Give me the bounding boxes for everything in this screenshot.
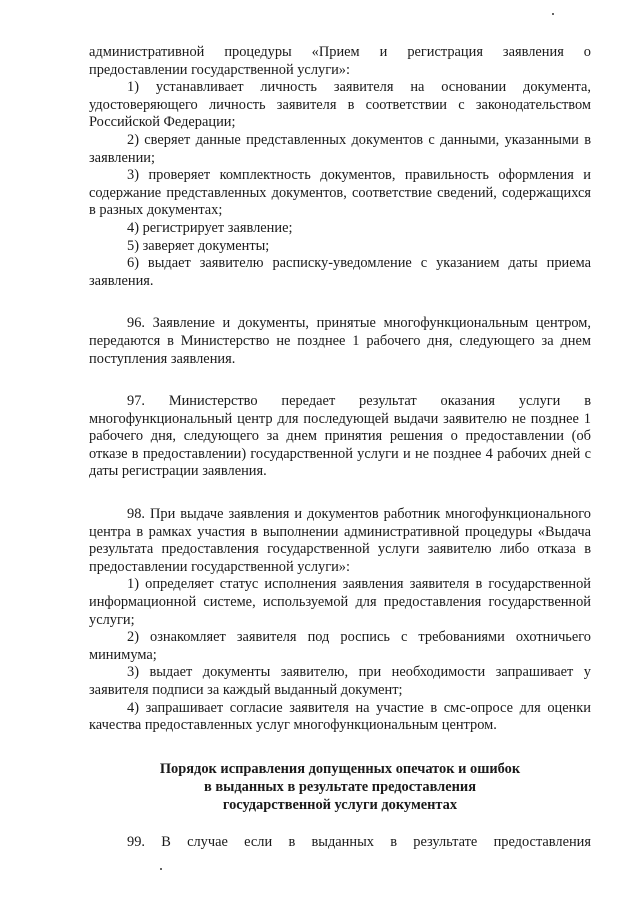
list-item-98-2: 2) ознакомляет заявителя под роспись с требованиями охотничьего минимума;: [89, 629, 591, 663]
heading-line-1: Порядок исправления допущенных опечаток и ошибок: [159, 760, 521, 777]
paragraph-continuation: административной процедуры «Прием и регистрация заявления о предоставлении государственной услуги»:: [89, 44, 591, 78]
list-item-6: 6) выдает заявителю расписку-уведомление с указанием даты приема заявления.: [89, 255, 591, 289]
list-item-98-3: 3) выдает документы заявителю, при необходимости запрашивает у заявителя подписи за каждый выданный документ;: [89, 664, 591, 698]
scan-speck: [552, 13, 554, 15]
list-item-3: 3) проверяет комплектность документов, правильность оформления и содержание представленных документов, соответствие сведений, содержащихся в разных документах;: [89, 167, 591, 219]
heading-line-3: государственной услуги документах: [222, 796, 458, 813]
list-item-2: 2) сверяет данные представленных документов с данными, указанными в заявлении;: [89, 131, 591, 166]
scan-speck: [160, 868, 162, 870]
list-item-1: 1) устанавливает личность заявителя на основании документа, удостоверяющего личность заявителя в соответствии с законодательством Российской Федерации;: [89, 79, 591, 131]
list-item-5: 5) заверяет документы;: [127, 237, 270, 254]
list-item-4: 4) регистрирует заявление;: [127, 219, 293, 236]
paragraph-99-start: 99. В случае если в выданных в результате предоставления: [127, 833, 591, 850]
paragraph-98: 98. При выдаче заявления и документов работник многофункционального центра в рамках участия в выполнении административной процедуры «Выдача результата предоставления государственной услуги заявителю либо отказа в предоставлении государственной услуги»:: [89, 506, 591, 575]
paragraph-96: 96. Заявление и документы, принятые многофункциональным центром, передаются в Министерство не позднее 1 рабочего дня, следующего за днем поступления заявления.: [89, 315, 591, 367]
paragraph-97: 97. Министерство передает результат оказания услуги в многофункциональный центр для последующей выдачи заявителю не позднее 1 рабочего дня, следующего за днем принятия решения о предоставлении (об отказе в предоставлении) государственной услуги и не позднее 4 рабочих дней с даты регистрации заявления.: [89, 393, 591, 480]
list-item-98-4: 4) запрашивает согласие заявителя на участие в смс-опросе для оценки качества предоставленных услуг многофункциональным центром.: [89, 699, 591, 734]
section-heading: [89, 760, 591, 814]
document-page: [89, 44, 591, 851]
heading-line-2: в выданных в результате предоставления: [203, 778, 476, 795]
list-item-98-1: 1) определяет статус исполнения заявления заявителя в государственной информационной системе, используемой для предоставления государственной услуги;: [89, 576, 591, 628]
